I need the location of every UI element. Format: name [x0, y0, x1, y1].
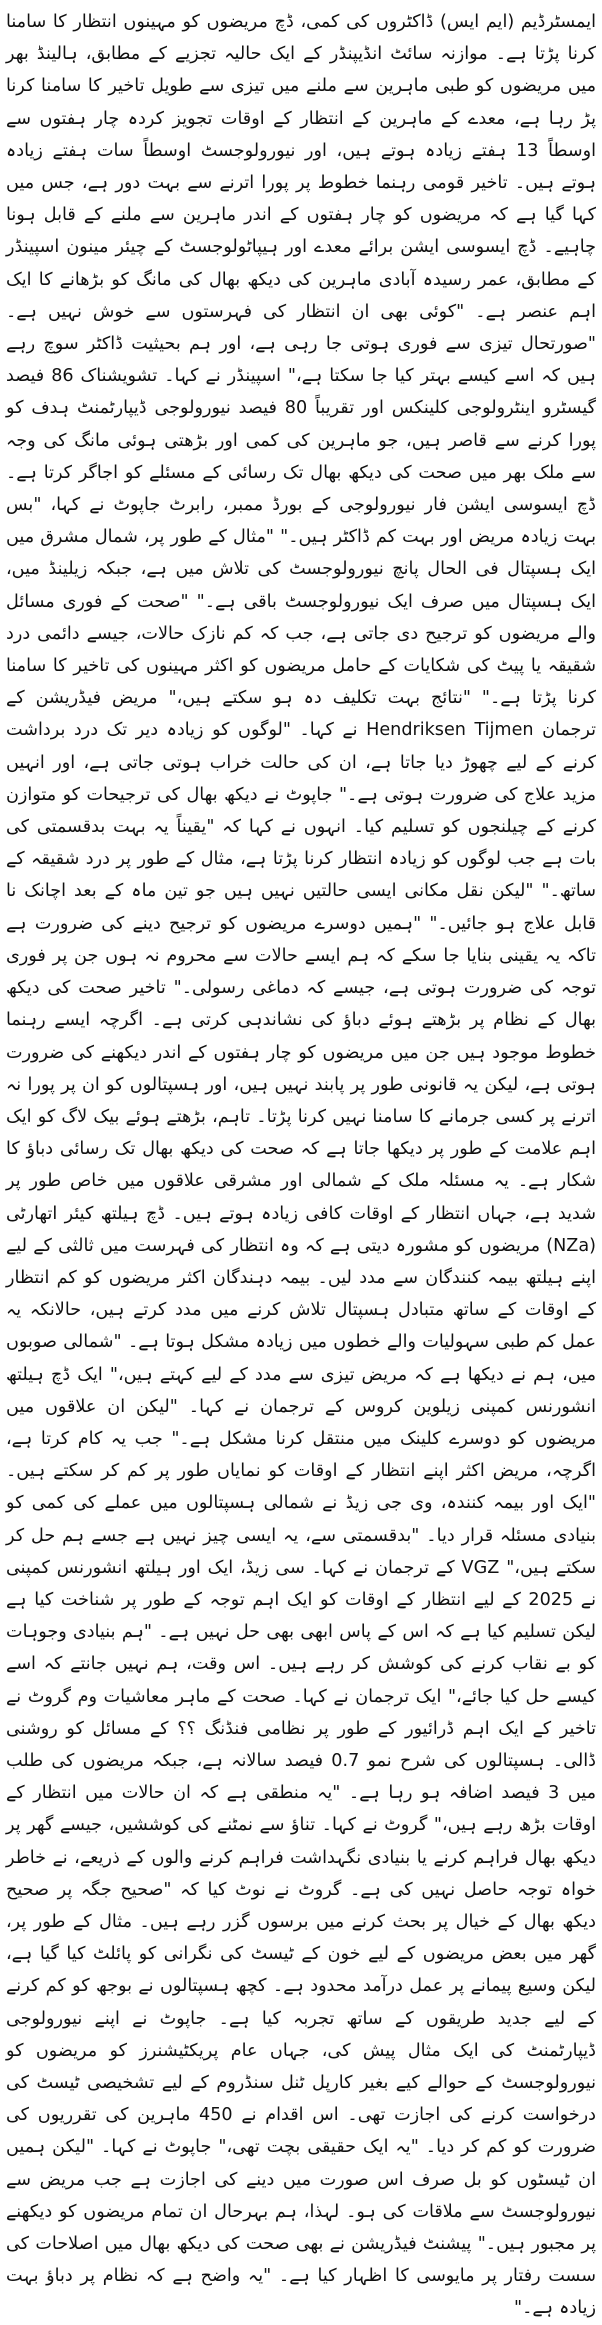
article-body: ایمسٹرڈیم (ایم ایس) ڈاکٹروں کی کمی، ڈچ مریضوں کو مہینوں انتظار کا سامنا کرنا پڑتا ہے۔ موازنہ سائٹ انڈیپنڈر کے ایک حالیہ تجزیے کے مطابق، ہالینڈ بھر میں مریضوں کو طبی ماہرین سے ملنے میں تیزی سے طویل تاخیر کا سامنا کرنا پڑ رہا ہے، معدے کے ماہرین کے انتظار کے اوقات تجویز کردہ چار ہفتوں سے اوسطاً 13 ہفتے زیادہ ہوتے ہیں، اور نیورولوجسٹ اوسطاً سات ہفتے زیادہ ہوتے ہیں۔ تاخیر قومی رہنما خطوط پر پورا اترنے سے بہت دور ہے، جس میں کہا گیا ہے کہ مریضوں کو چار ہفتوں کے اندر ماہرین سے ملنے کے قابل ہونا چاہیے۔ ڈچ ایسوسی ایشن برائے معدے اور ہیپاٹولوجسٹ کے چیئر مینون اسپینڈر کے مطابق، عمر رسیدہ آبادی ماہرین کی دیکھ بھال کی مانگ کو بڑھانے کا ایک اہم عنصر ہے۔ "کوئی بھی ان انتظار کی فہرستوں سے خوش نہیں ہے۔ "صورتحال تیزی سے فوری ہوتی جا رہی ہے، اور ہم بحیثیت ڈاکٹر سوچ رہے ہیں کہ اسے کیسے بہتر کیا جا سکتا ہے،" اسپینڈر نے کہا۔ تشویشناک 86 فیصد گیسٹرو اینٹرولوجی کلینکس اور تقریباً 80 فیصد نیورولوجی ڈیپارٹمنٹ ہدف کو پورا کرنے سے قاصر ہیں، جو ماہرین کی کمی اور بڑھتی ہوئی مانگ کی وجہ سے ملک بھر میں صحت کی دیکھ بھال تک رسائی کے مسئلے کو اجاگر کرتا ہے۔ ڈچ ایسوسی ایشن فار نیورولوجی کے بورڈ ممبر، رابرٹ جاپوٹ نے کہا، "بس بہت زیادہ مریض اور بہت کم ڈاکٹر ہیں۔" "مثال کے طور پر، شمال مشرق میں ایک ہسپتال فی الحال پانچ نیورولوجسٹ کی تلاش میں ہے، جبکہ زیلینڈ میں، ایک ہسپتال میں صرف ایک نیورولوجسٹ باقی ہے۔" "صحت کے فوری مسائل والے مریضوں کو ترجیح دی جاتی ہے، جب کہ کم نازک حالات، جیسے دائمی درد شقیقہ یا پیٹ کی شکایات کے حامل مریضوں کو اکثر مہینوں کی تاخیر کا سامنا کرنا پڑتا ہے۔" "نتائج بہت تکلیف دہ ہو سکتے ہیں،" مریض فیڈریشن کے ترجمان Hendriksen Tijmen نے کہا۔ "لوگوں کو زیادہ دیر تک درد برداشت کرنے کے لیے چھوڑ دیا جاتا ہے، ان کی حالت خراب ہوتی جاتی ہے، اور انہیں مزید علاج کی ضرورت ہوتی ہے۔" جاپوٹ نے دیکھ بھال کی ترجیحات کو متوازن کرنے کے چیلنجوں کو تسلیم کیا۔ انہوں نے کہا کہ "یقیناً یہ بہت بدقسمتی کی بات ہے جب لوگوں کو زیادہ انتظار کرنا پڑتا ہے، مثال کے طور پر درد شقیقہ کے ساتھ۔" "لیکن نقل مکانی ایسی حالتیں نہیں ہیں جو تین ماہ کے بعد اچانک نا قابل علاج ہو جائیں۔" "ہمیں دوسرے مریضوں کو ترجیح دینے کی ضرورت ہے تاکہ یہ یقینی بنایا جا سکے کہ ہم ایسے حالات سے محروم نہ ہوں جن پر فوری توجہ کی ضرورت ہوتی ہے، جیسے کہ دماغی رسولی۔" تاخیر صحت کی دیکھ بھال کے نظام پر بڑھتے ہوئے دباؤ کی نشاندہی کرتی ہے۔ اگرچہ ایسے رہنما خطوط موجود ہیں جن میں مریضوں کو چار ہفتوں کے اندر دیکھنے کی ضرورت ہوتی ہے، لیکن یہ قانونی طور پر پابند نہیں ہیں، اور ہسپتالوں کو ان پر پورا نہ اترنے پر کسی جرمانے کا سامنا نہیں کرنا پڑتا۔ تاہم، بڑھتے ہوئے بیک لاگ کو ایک اہم علامت کے طور پر دیکھا جاتا ہے کہ صحت کی دیکھ بھال تک رسائی دباؤ کا شکار ہے۔ یہ مسئلہ ملک کے شمالی اور مشرقی علاقوں میں خاص طور پر شدید ہے، جہاں انتظار کے اوقات کافی زیادہ ہوتے ہیں۔ ڈچ ہیلتھ کیئر اتھارٹی (NZa) مریضوں کو مشورہ دیتی ہے کہ وہ انتظار کی فہرست میں ثالثی کے لیے اپنے ہیلتھ بیمہ کنندگان سے مدد لیں۔ بیمہ دہندگان اکثر مریضوں کو کم انتظار کے اوقات کے ساتھ متبادل ہسپتال تلاش کرنے میں مدد کرتے ہیں، حالانکہ یہ عمل کم طبی سہولیات والے خطوں میں زیادہ مشکل ہوتا ہے۔ "شمالی صوبوں میں، ہم نے دیکھا ہے کہ مریض تیزی سے مدد کے لیے کہتے ہیں،" ایک ڈچ ہیلتھ انشورنس کمپنی زیلوین کروس کے ترجمان نے کہا۔ "لیکن ان علاقوں میں مریضوں کو دوسرے کلینک میں منتقل کرنا مشکل ہے۔" جب یہ کام کرتا ہے، اگرچہ، مریض اکثر اپنے انتظار کے اوقات کو نمایاں طور پر کم کر سکتے ہیں۔ "ایک اور بیمہ کنندہ، وی جی زیڈ نے شمالی ہسپتالوں میں عملے کی کمی کو بنیادی مسئلہ قرار دیا۔ "بدقسمتی سے، یہ ایسی چیز نہیں ہے جسے ہم حل کر سکتے ہیں،" VGZ کے ترجمان نے کہا۔ سی زیڈ، ایک اور ہیلتھ انشورنس کمپنی نے 2025 کے لیے انتظار کے اوقات کو ایک اہم توجہ کے طور پر شناخت کیا ہے لیکن تسلیم کیا ہے کہ اس کے پاس ابھی بھی حل نہیں ہے۔ "ہم بنیادی وجوہات کو بے نقاب کرنے کی کوشش کر رہے ہیں۔ اس وقت، ہم نہیں جانتے کہ اسے کیسے حل کیا جائے،" ایک ترجمان نے کہا۔ صحت کے ماہر معاشیات وم گروٹ نے تاخیر کے ایک اہم ڈرائیور کے طور پر نظامی فنڈنگ ؟؟ کے مسائل کو روشنی ڈالی۔ ہسپتالوں کی شرح نمو 0.7 فیصد سالانہ ہے، جبکہ مریضوں کی طلب میں 3 فیصد اضافہ ہو رہا ہے۔ "یہ منطقی ہے کہ ان حالات میں انتظار کے اوقات بڑھ رہے ہیں،" گروٹ نے کہا۔ تناؤ سے نمٹنے کی کوششیں، جیسے گھر پر دیکھ بھال فراہم کرنے یا بنیادی نگہداشت فراہم کرنے والوں کے ذریعے، نے خاطر خواہ توجہ حاصل نہیں کی ہے۔ گروٹ نے نوٹ کیا کہ "صحیح جگہ پر صحیح دیکھ بھال کے خیال پر بحث کرنے میں برسوں گزر رہے ہیں۔ مثال کے طور پر، گھر میں بعض مریضوں کے لیے خون کے ٹیسٹ کی نگرانی کو پائلٹ کیا گیا ہے، لیکن وسیع پیمانے پر عمل درآمد محدود ہے۔ کچھ ہسپتالوں نے بوجھ کو کم کرنے کے لیے جدید طریقوں کے ساتھ تجربہ کیا ہے۔ جاپوٹ نے اپنے نیورولوجی ڈیپارٹمنٹ کی ایک مثال پیش کی، جہاں عام پریکٹیشنرز کو مریضوں کو نیورولوجسٹ کے حوالے کیے بغیر کارپل ٹنل سنڈروم کے لیے تشخیصی ٹیسٹ کی درخواست کرنے کی اجازت تھی۔ اس اقدام نے 450 ماہرین کی تقرریوں کی ضرورت کو کم کر دیا۔ "یہ ایک حقیقی بچت تھی،" جاپوٹ نے کہا۔ "لیکن ہمیں ان ٹیسٹوں کو بل صرف اس صورت میں دینے کی اجازت ہے جب مریض سے نیورولوجسٹ سے ملاقات کی ہو۔ لہذا، ہم بہرحال ان تمام مریضوں کو دیکھنے پر مجبور ہیں۔" پیشنٹ فیڈریشن نے بھی صحت کی دیکھ بھال میں اصلاحات کی سست رفتار پر مایوسی کا اظہار کیا ہے۔ "یہ واضح ہے کہ نظام پر دباؤ بہت زیادہ ہے۔" — [6, 12, 597, 2319]
